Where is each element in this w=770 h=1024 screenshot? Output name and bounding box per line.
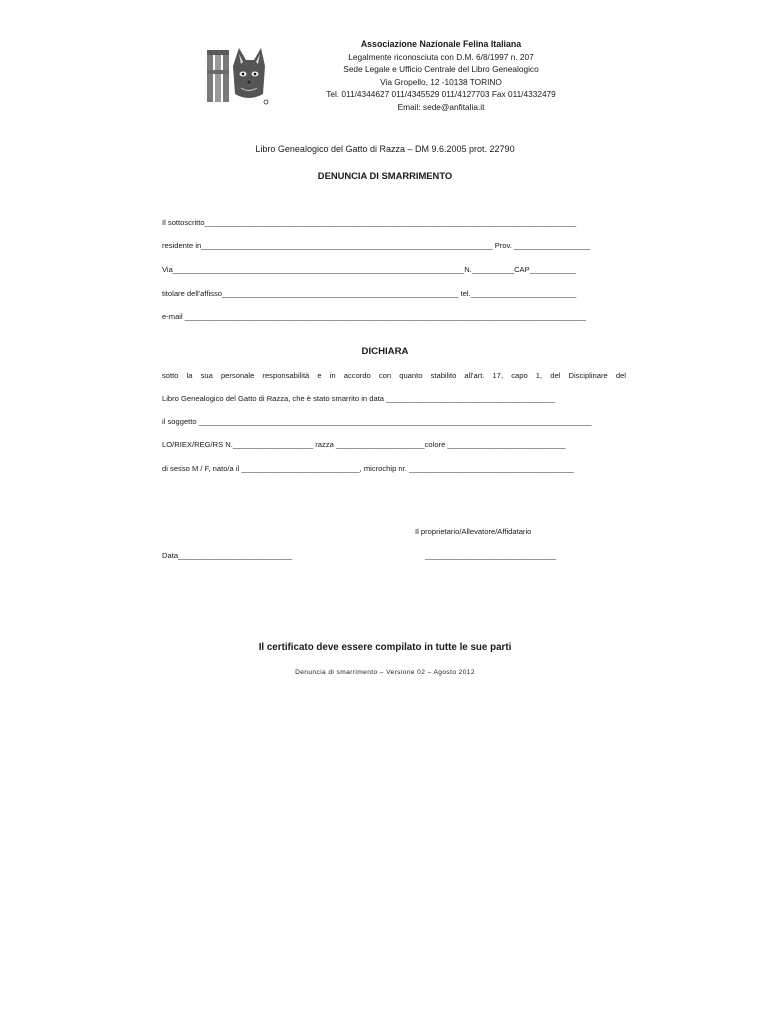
email-contact: Email: sede@anfitalia.it (397, 101, 485, 112)
completion-notice: Il certificato deve essere compilato in tutte le sue parti (258, 642, 512, 653)
field-residente[interactable]: residente in_____________________________________________________________________ Prov. __________________ (162, 241, 591, 250)
field-via[interactable]: Via_____________________________________________________________________N.__________CAP___________ (162, 265, 577, 274)
field-soggetto[interactable]: il soggetto _____________________________________________________________________________________________ (162, 417, 592, 426)
document-title: DENUNCIA DI SMARRIMENTO (317, 170, 453, 181)
association-header (300, 38, 582, 114)
legal-recognition: Legalmente riconosciuta con D.M. 6/8/1997 n. 207 (348, 51, 534, 62)
association-name: Associazione Nazionale Felina Italiana (360, 39, 522, 49)
declaration-line-2[interactable]: Libro Genealogico del Gatto di Razza, che è stato smarrito in data ________________________________________ (162, 394, 556, 403)
phone-fax: Tel. 011/4344627 011/4345529 011/4127703 Fax 011/4332479 (326, 89, 556, 100)
field-sottoscritto[interactable]: Il sottoscritto________________________________________________________________________________________ (162, 218, 577, 227)
field-sesso-nascita-microchip[interactable]: di sesso M / F, nato/a il ____________________________, microchip nr. _______________________________________ (162, 464, 574, 473)
field-affisso[interactable]: titolare dell'affisso________________________________________________________ tel._________________________ (162, 289, 577, 298)
dichiara-heading: DICHIARA (361, 346, 409, 357)
signature-role-label: Il proprietario/Allevatore/Affidatario (415, 527, 532, 536)
anfi-cat-logo-icon (205, 44, 269, 108)
version-note: Denuncia di smarrimento – Versione 02 – Agosto 2012 (295, 669, 475, 676)
field-lo-riex-razza-colore[interactable]: LO/RIEX/REG/RS N.___________________ razza _____________________colore ____________________________ (162, 440, 566, 449)
field-email[interactable]: e-mail _______________________________________________________________________________________________ (162, 312, 586, 321)
signature-line[interactable]: _______________________________ (425, 551, 556, 560)
declaration-line-1: sotto la sua personale responsabilità e in accordo con quanto stabilito all'art. 17, capo 1, del Disciplinare del (162, 371, 626, 380)
libro-genealogico-line: Libro Genealogico del Gatto di Razza – DM 9.6.2005 prot. 22790 (255, 144, 515, 154)
address: Via Gropello, 12 -10138 TORINO (380, 76, 502, 87)
legal-seat: Sede Legale e Ufficio Centrale del Libro Genealogico (343, 64, 539, 75)
field-data[interactable]: Data___________________________ (162, 551, 293, 560)
